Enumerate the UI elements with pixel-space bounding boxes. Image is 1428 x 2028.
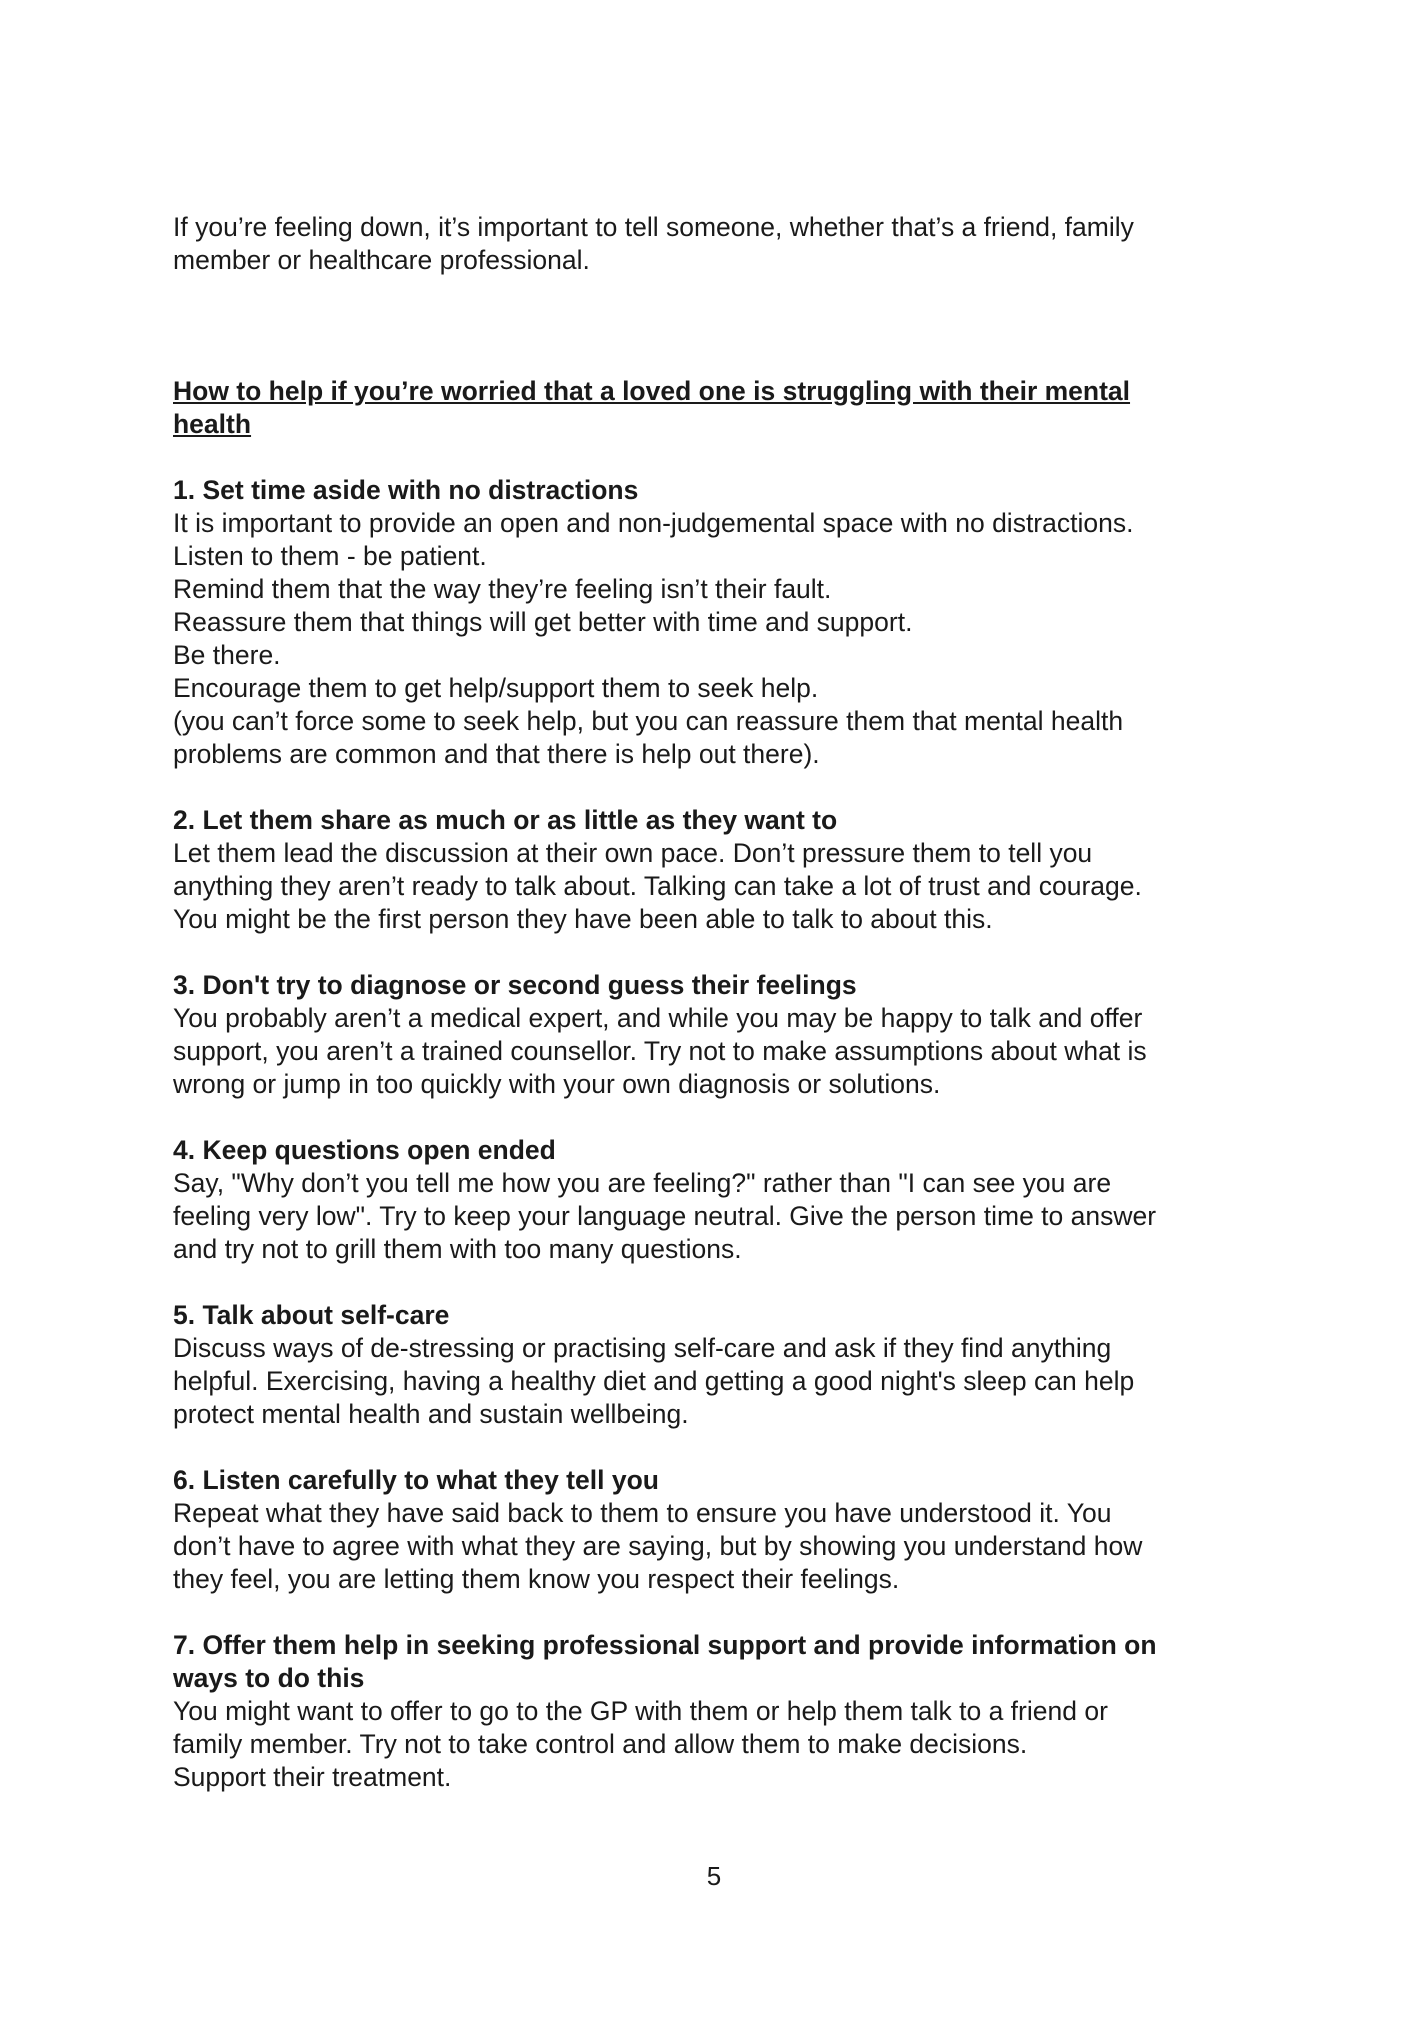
tip-line: You might want to offer to go to the GP with them or help them talk to a friend or — [173, 1696, 1108, 1726]
tip-title: 2. Let them share as much or as little as they want to — [173, 805, 838, 835]
tip-line: problems are common and that there is help out there). — [173, 739, 820, 769]
tip-5 — [173, 1299, 1303, 1431]
tip-line: (you can’t force some to seek help, but you can reassure them that mental health — [173, 706, 1124, 736]
section-heading — [173, 375, 1303, 441]
tip-line: Listen to them - be patient. — [173, 541, 487, 571]
tip-line: Say, "Why don’t you tell me how you are feeling?" rather than "I can see you are — [173, 1168, 1112, 1198]
tip-title: ways to do this — [173, 1663, 365, 1693]
tip-line: helpful. Exercising, having a healthy diet and getting a good night's sleep can help — [173, 1366, 1135, 1396]
tip-title: 7. Offer them help in seeking professional support and provide information on — [173, 1630, 1157, 1660]
tip-6 — [173, 1464, 1303, 1596]
tip-title: 1. Set time aside with no distractions — [173, 475, 639, 505]
tip-line: they feel, you are letting them know you respect their feelings. — [173, 1564, 900, 1594]
intro-line: member or healthcare professional. — [173, 245, 590, 275]
intro-line: If you’re feeling down, it’s important to tell someone, whether that’s a friend, family — [173, 212, 1134, 242]
tip-line: Repeat what they have said back to them to ensure you have understood it. You — [173, 1498, 1112, 1528]
tip-line: Discuss ways of de-stressing or practising self-care and ask if they find anything — [173, 1333, 1112, 1363]
tip-1 — [173, 474, 1303, 771]
tip-line: support, you aren’t a trained counsellor. Try not to make assumptions about what is — [173, 1036, 1147, 1066]
tip-line: You might be the first person they have been able to talk to about this. — [173, 904, 993, 934]
tip-7 — [173, 1629, 1303, 1794]
heading-line: health — [173, 409, 252, 439]
tip-line: You probably aren’t a medical expert, and while you may be happy to talk and offer — [173, 1003, 1143, 1033]
tip-line: don’t have to agree with what they are saying, but by showing you understand how — [173, 1531, 1143, 1561]
tip-line: Remind them that the way they’re feeling isn’t their fault. — [173, 574, 832, 604]
tip-line: protect mental health and sustain wellbeing. — [173, 1399, 689, 1429]
page-number: 5 — [706, 1861, 722, 1891]
tip-title: 3. Don't try to diagnose or second guess their feelings — [173, 970, 857, 1000]
tip-line: and try not to grill them with too many questions. — [173, 1234, 742, 1264]
tip-line: Encourage them to get help/support them to seek help. — [173, 673, 819, 703]
tip-title: 5. Talk about self-care — [173, 1300, 450, 1330]
tip-2 — [173, 804, 1303, 936]
tip-line: Support their treatment. — [173, 1762, 452, 1792]
tip-line: Be there. — [173, 640, 281, 670]
tip-line: Reassure them that things will get better with time and support. — [173, 607, 913, 637]
tip-line: feeling very low". Try to keep your language neutral. Give the person time to answer — [173, 1201, 1157, 1231]
tip-line: wrong or jump in too quickly with your own diagnosis or solutions. — [173, 1069, 941, 1099]
tips-list — [173, 474, 1303, 1827]
tip-3 — [173, 969, 1303, 1101]
tip-line: Let them lead the discussion at their own pace. Don’t pressure them to tell you — [173, 838, 1093, 868]
heading-line: How to help if you’re worried that a loved one is struggling with their mental — [173, 376, 1131, 406]
intro-paragraph — [173, 211, 1303, 277]
tip-title: 6. Listen carefully to what they tell you — [173, 1465, 659, 1495]
tip-line: It is important to provide an open and non-judgemental space with no distractions. — [173, 508, 1134, 538]
tip-4 — [173, 1134, 1303, 1266]
tip-line: anything they aren’t ready to talk about. Talking can take a lot of trust and courage. — [173, 871, 1142, 901]
tip-title: 4. Keep questions open ended — [173, 1135, 556, 1165]
tip-line: family member. Try not to take control and allow them to make decisions. — [173, 1729, 1028, 1759]
